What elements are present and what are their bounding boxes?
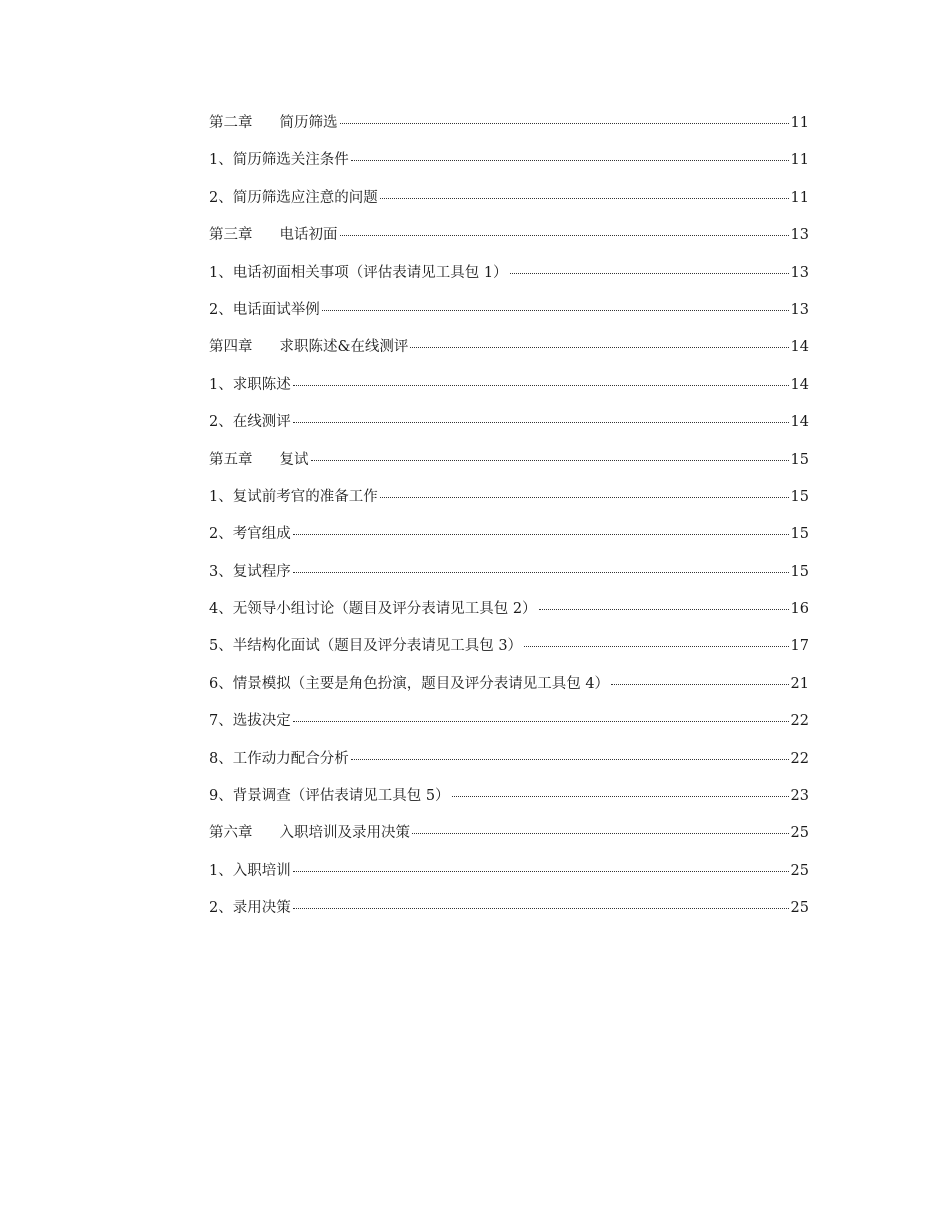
toc-section-entry[interactable] (209, 410, 809, 447)
toc-section-title: 1、电话初面相关事项（评估表请见工具包 1） (209, 264, 508, 281)
toc-page-number: 14 (790, 376, 809, 393)
toc-chapter-title: 复试 (279, 451, 309, 468)
toc-page-number: 15 (790, 563, 809, 580)
toc-dot-leader (380, 198, 789, 199)
toc-entry-title (209, 896, 291, 917)
toc-section-title: 2、电话面试举例 (209, 301, 320, 318)
toc-section-title: 1、复试前考官的准备工作 (209, 488, 378, 505)
toc-entry-title (209, 522, 291, 543)
toc-page-number: 13 (790, 227, 809, 244)
toc-dot-leader (412, 833, 789, 834)
toc-section-title: 1、入职培训 (209, 862, 291, 879)
toc-entry-title (209, 261, 508, 282)
toc-page-number: 14 (790, 414, 809, 431)
toc-dot-leader (340, 123, 789, 124)
toc-entry-title (209, 634, 522, 655)
toc-chapter-label: 第五章 (209, 451, 253, 468)
toc-entry-title (209, 485, 378, 506)
toc-section-title: 2、在线测评 (209, 414, 291, 431)
toc-page-number: 11 (790, 189, 809, 206)
toc-chapter-label: 第四章 (209, 339, 253, 356)
toc-dot-leader (611, 684, 788, 685)
toc-entry-title (209, 672, 609, 693)
toc-entry-title (209, 709, 291, 730)
toc-chapter-label: 第三章 (209, 227, 253, 244)
toc-section-title: 2、考官组成 (209, 526, 291, 543)
toc-dot-leader (524, 646, 788, 647)
toc-section-title: 1、求职陈述 (209, 376, 291, 393)
toc-section-entry[interactable] (209, 859, 809, 896)
toc-chapter-entry[interactable] (209, 111, 809, 148)
toc-entry-title (209, 148, 349, 169)
toc-section-entry[interactable] (209, 634, 809, 671)
toc-dot-leader (322, 310, 789, 311)
toc-entry-title (209, 186, 378, 207)
toc-page-number: 11 (790, 152, 809, 169)
toc-dot-leader (510, 273, 789, 274)
toc-chapter-entry[interactable] (209, 223, 809, 260)
toc-section-title: 6、情景模拟（主要是角色扮演，题目及评分表请见工具包 4） (209, 675, 610, 692)
toc-page-number: 15 (790, 488, 809, 505)
toc-page-number: 22 (790, 750, 809, 767)
toc-dot-leader (293, 871, 789, 872)
toc-chapter-title: 电话初面 (279, 227, 338, 244)
toc-section-title: 4、无领导小组讨论（题目及评分表请见工具包 2） (209, 601, 537, 618)
toc-entry-title (209, 747, 349, 768)
toc-section-entry[interactable] (209, 709, 809, 746)
toc-page-number: 23 (790, 788, 809, 805)
toc-dot-leader (293, 721, 789, 722)
toc-entry-title (209, 784, 450, 805)
toc-chapter-title: 求职陈述&在线测评 (279, 339, 409, 356)
toc-page-number: 16 (790, 601, 809, 618)
toc-entry-title (209, 335, 408, 356)
toc-dot-leader (311, 460, 789, 461)
toc-dot-leader (410, 347, 788, 348)
toc-section-title: 2、录用决策 (209, 900, 291, 917)
toc-chapter-entry[interactable] (209, 821, 809, 858)
toc-section-title: 2、简历筛选应注意的问题 (209, 189, 378, 206)
toc-section-entry[interactable] (209, 148, 809, 185)
toc-chapter-entry[interactable] (209, 448, 809, 485)
toc-section-entry[interactable] (209, 298, 809, 335)
toc-section-entry[interactable] (209, 784, 809, 821)
toc-section-entry[interactable] (209, 373, 809, 410)
toc-entry-title (209, 373, 291, 394)
toc-dot-leader (539, 609, 789, 610)
toc-section-title: 3、复试程序 (209, 563, 291, 580)
toc-entry-title (209, 859, 291, 880)
toc-chapter-title: 简历筛选 (279, 115, 338, 131)
toc-section-entry[interactable] (209, 485, 809, 522)
toc-entry-title (209, 410, 291, 431)
toc-section-entry[interactable] (209, 597, 809, 634)
toc-section-entry[interactable] (209, 896, 809, 933)
toc-page-number: 25 (790, 900, 809, 917)
toc-section-entry[interactable] (209, 261, 809, 298)
toc-section-title: 1、简历筛选关注条件 (209, 152, 349, 169)
toc-section-entry[interactable] (209, 672, 809, 709)
table-of-contents (209, 111, 809, 934)
toc-page-number: 17 (790, 638, 809, 655)
toc-entry-title (209, 597, 537, 618)
toc-section-title: 7、选拔决定 (209, 713, 291, 730)
toc-page-number: 14 (790, 339, 809, 356)
toc-chapter-title: 入职培训及录用决策 (279, 825, 410, 842)
toc-dot-leader (340, 235, 789, 236)
toc-dot-leader (351, 759, 789, 760)
toc-dot-leader (293, 385, 789, 386)
toc-dot-leader (293, 422, 789, 423)
toc-entry-title (209, 111, 338, 132)
toc-entry-title (209, 448, 309, 469)
toc-section-entry[interactable] (209, 560, 809, 597)
toc-section-title: 8、工作动力配合分析 (209, 750, 349, 767)
toc-page-number: 13 (790, 264, 809, 281)
toc-section-title: 5、半结构化面试（题目及评分表请见工具包 3） (209, 638, 523, 655)
toc-page-number: 25 (790, 825, 809, 842)
toc-chapter-label: 第六章 (209, 825, 253, 842)
toc-dot-leader (380, 497, 789, 498)
toc-dot-leader (351, 160, 789, 161)
toc-entry-title (209, 821, 410, 842)
toc-page-number: 15 (790, 451, 809, 468)
toc-section-title: 9、背景调查（评估表请见工具包 5） (209, 788, 450, 805)
toc-page-number: 13 (790, 301, 809, 318)
toc-dot-leader (293, 908, 789, 909)
toc-page-number: 21 (790, 675, 809, 692)
toc-chapter-entry[interactable] (209, 335, 809, 372)
toc-section-entry[interactable] (209, 522, 809, 559)
toc-dot-leader (293, 534, 789, 535)
toc-dot-leader (452, 796, 789, 797)
toc-entry-title (209, 298, 320, 319)
toc-page-number: 22 (790, 713, 809, 730)
toc-section-entry[interactable] (209, 747, 809, 784)
toc-page-number: 25 (790, 862, 809, 879)
toc-entry-title (209, 560, 291, 581)
toc-page-number: 11 (790, 115, 809, 131)
toc-dot-leader (293, 572, 789, 573)
toc-section-entry[interactable] (209, 186, 809, 223)
toc-page-number: 15 (790, 526, 809, 543)
toc-entry-title (209, 223, 338, 244)
toc-chapter-label: 第二章 (209, 115, 253, 131)
